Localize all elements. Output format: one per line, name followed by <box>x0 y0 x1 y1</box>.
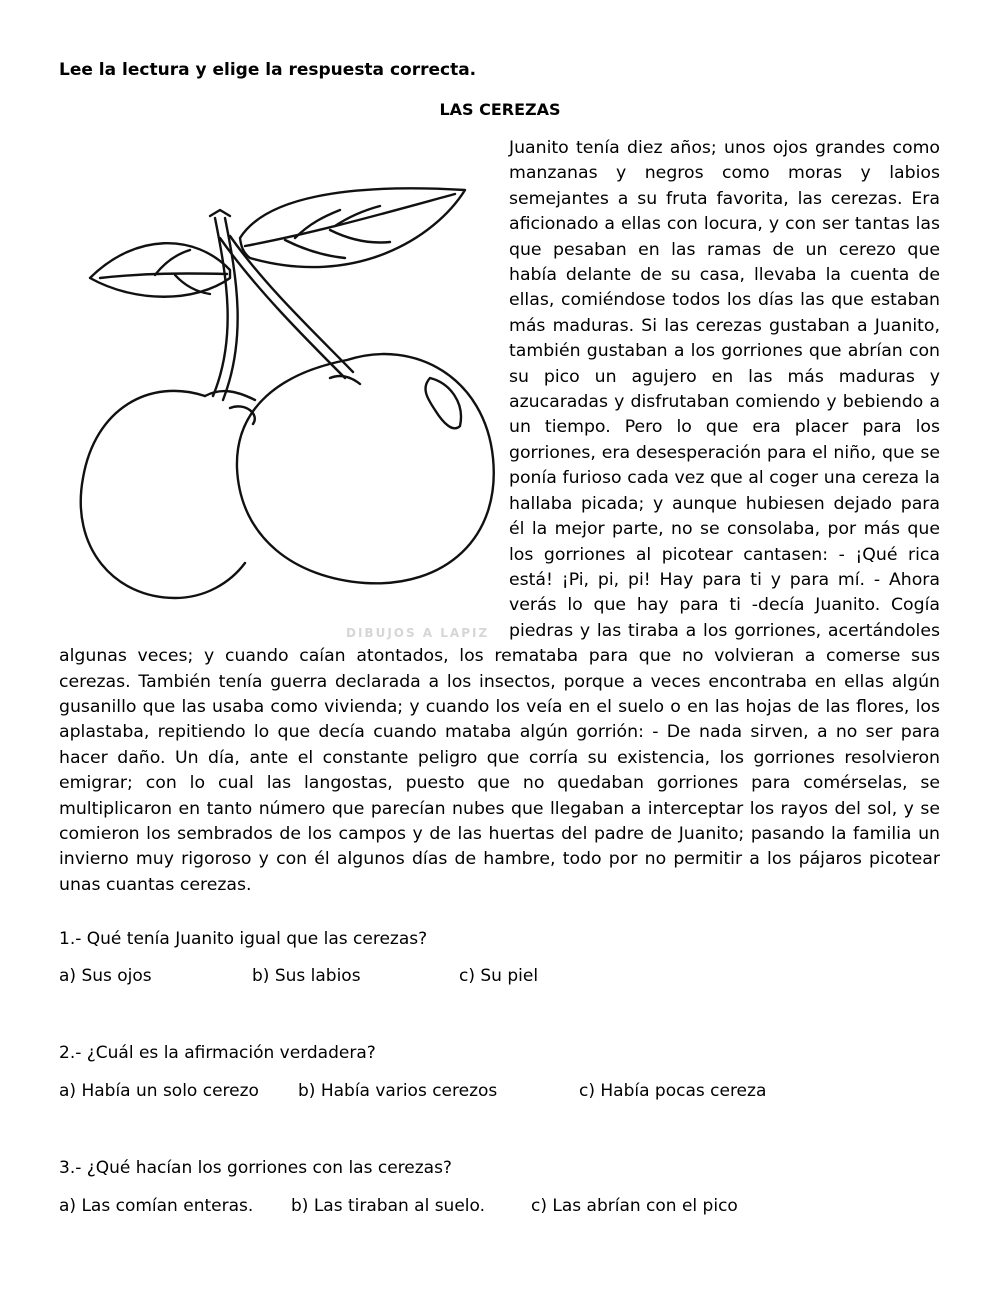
q1-option-b[interactable]: b) Sus labios <box>252 966 361 986</box>
question-3: 3.- ¿Qué hacían los gorriones con las cerezas? <box>59 1158 452 1178</box>
page-title: LAS CEREZAS <box>439 100 561 119</box>
q1-option-a[interactable]: a) Sus ojos <box>59 966 152 986</box>
q3-option-b[interactable]: b) Las tiraban al suelo. <box>291 1196 486 1216</box>
reading-passage <box>59 136 940 898</box>
q3-option-c[interactable]: c) Las abrían con el pico <box>531 1196 738 1216</box>
reading-text: Juanito tenía diez años; unos ojos grandes como manzanas y negros como moras y labios semejantes a su fruta favorita, las cerezas. Era aficionado a ellas con locura, y con ser tantas las que pesaban en las ramas de un cerezo que había delante de su casa, llevaba la cuenta de ellas, comiéndose todos los días las que estaban más maduras. Si las cerezas gustaban a Juanito, también gustaban a los gorriones que abrían con su pico un agujero en las más maduras y azucaradas y disfrutaban comiendo y bebiendo a un tiempo. Pero lo que era placer para los gorriones, era desesperación para el niño, que se ponía furioso cada vez que al coger una cereza la hallaba picada; y aunque hubiesen dejado para él la mejor parte, no se consolaba, por más que los gorriones al picotear cantasen: - ¡Qué rica está! ¡Pi, pi, pi! Hay para ti y para mí. - Ahora verás lo que hay para ti -decía Juanito. Cogía piedras y las tiraba a los gorriones, acertándoles algunas veces; y cuando caían atontados, los remataba para que no volvieran a comerse sus cerezas. También tenía guerra declarada a los insectos, porque a veces encontraba en ellas algún gusanillo que las usaba como vivienda; y cuando los veía en el suelo o en las hojas de las flores, los aplastaba, repitiendo lo que decía cuando mataba algún gorrión: - De nada sirven, a no ser para hacer daño. Un día, ante el constante peligro que corría su existencia, los gorriones resolvieron emigrar; con lo cual las langostas, puesto que no quedaban gorriones para comérselas, se multiplicaron en tanto número que parecían nubes que llegaban a interceptar los rayos del sol, y se comieron los sembrados de los campos y de las huertas del padre de Juanito; pasando la familia un invierno muy rigoroso y con él algunos días de hambre, todo por no permitir a los pájaros picotear unas cuantas cerezas. <box>59 138 940 895</box>
question-1: 1.- Qué tenía Juanito igual que las cerezas? <box>59 929 428 949</box>
q3-option-a[interactable]: a) Las comían enteras. <box>59 1196 254 1216</box>
q2-option-b[interactable]: b) Había varios cerezos <box>298 1081 498 1101</box>
q1-option-c[interactable]: c) Su piel <box>459 966 539 986</box>
illustration-spacer <box>59 136 509 642</box>
q2-option-a[interactable]: a) Había un solo cerezo <box>59 1081 259 1101</box>
question-2: 2.- ¿Cuál es la afirmación verdadera? <box>59 1043 376 1063</box>
watermark: DIBUJOS A LAPIZ <box>346 626 490 640</box>
q2-option-c[interactable]: c) Había pocas cereza <box>579 1081 767 1101</box>
instruction: Lee la lectura y elige la respuesta correcta. <box>59 60 477 80</box>
